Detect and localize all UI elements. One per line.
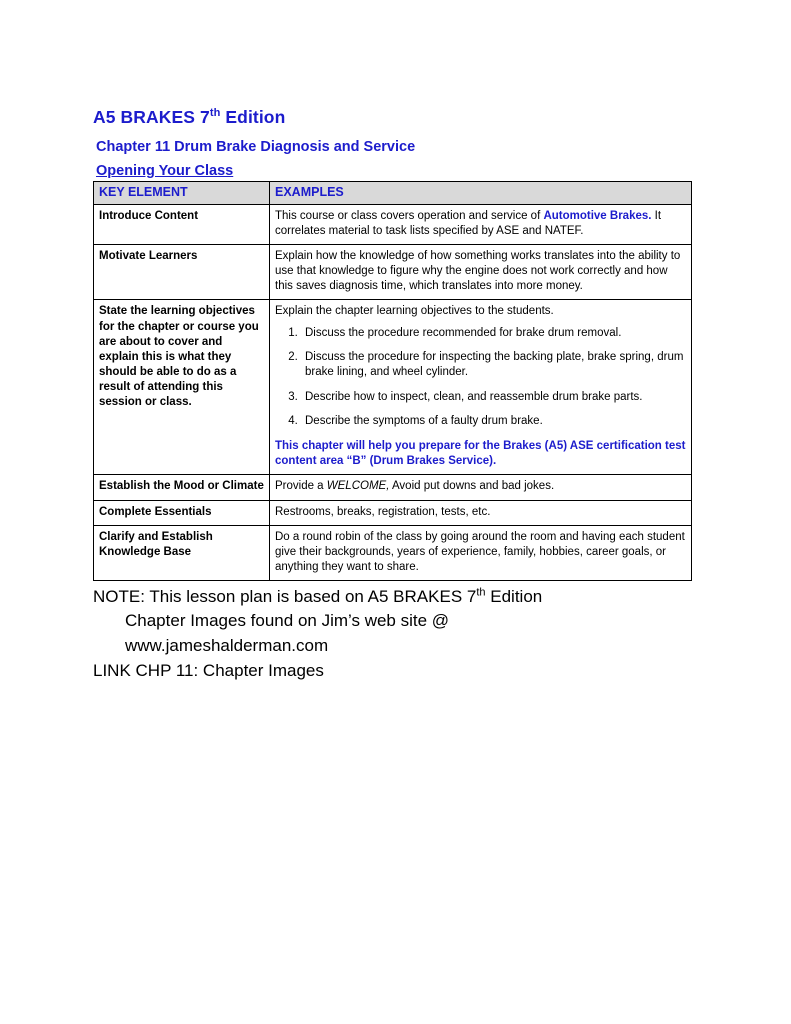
section-title: Opening Your Class [96, 162, 234, 179]
list-item: 2. Discuss the procedure for inspecting the backing plate, brake spring, drum brake lining, and wheel cylinder. [301, 350, 686, 381]
example-text-post: Avoid put downs and bad jokes. [389, 480, 555, 493]
table-row [94, 244, 692, 300]
column-header-key-element: KEY ELEMENT [94, 182, 270, 205]
page-title-superscript: th [209, 107, 221, 120]
key-element-cell: Motivate Learners [94, 244, 270, 300]
footer-note-line-2: Chapter Images found on Jim’s web site @ [125, 611, 450, 631]
list-item: 4. Describe the symptoms of a faulty drum brake. [301, 414, 686, 429]
key-element-cell: Complete Essentials [94, 500, 270, 525]
key-element-cell: Introduce Content [94, 204, 270, 244]
table-row [94, 500, 692, 525]
table-row [94, 300, 692, 475]
page-title-tail: Edition [220, 107, 286, 127]
footer-note [93, 585, 693, 683]
table-header-row [94, 182, 692, 205]
lesson-plan-table [93, 181, 692, 581]
table-row [94, 475, 692, 500]
footer-note-text: NOTE: This lesson plan is based on A5 BRAKES 7 [93, 587, 477, 607]
example-cell [270, 204, 692, 244]
objectives-list [275, 326, 686, 430]
link-label-prefix: LINK CHP 11: [93, 660, 203, 680]
example-cell: Restrooms, breaks, registration, tests, etc. [270, 500, 692, 525]
table-row [94, 525, 692, 581]
website-link[interactable]: www.jameshalderman.com [125, 635, 329, 655]
list-item: 3. Describe how to inspect, clean, and reassemble drum brake parts. [301, 390, 686, 405]
list-item: 1. Discuss the procedure recommended for brake drum removal. [301, 326, 686, 341]
example-cell [270, 475, 692, 500]
example-text-post: It correlates material to task lists specified by ASE and NATEF. [275, 209, 662, 237]
objectives-intro: Explain the chapter learning objectives to the students. [275, 305, 554, 318]
example-cell [270, 300, 692, 475]
example-cell: Do a round robin of the class by going around the room and having each student give their backgrounds, years of experience, family, hobbies, career goals, or anything they want to share. [270, 525, 692, 581]
example-cell: Explain how the knowledge of how something works translates into the ability to use that knowledge to figure why the engine does not work correctly and how this saves diagnosis time, which translates into more money. [270, 244, 692, 300]
footer-note-line-1 [93, 585, 693, 609]
footer-note-superscript: th [476, 586, 486, 599]
document-content [93, 108, 693, 683]
ase-certification-note: This chapter will help you prepare for the Brakes (A5) ASE certification test content area “B” (Drum Brakes Service). [275, 439, 686, 467]
automotive-brakes-link[interactable]: Automotive Brakes. [543, 209, 652, 222]
footer-note-line-3 [93, 634, 693, 658]
footer-note-text-tail: Edition [485, 587, 543, 607]
key-element-cell: Clarify and Establish Knowledge Base [94, 525, 270, 581]
key-element-cell: Establish the Mood or Climate [94, 475, 270, 500]
key-element-cell: State the learning objectives for the chapter or course you are about to cover and explain this is what they should be able to do as a result of attending this session or class. [94, 300, 270, 475]
chapter-images-line [93, 659, 693, 683]
chapter-title: Chapter 11 Drum Brake Diagnosis and Service [96, 139, 416, 156]
example-text-pre: Provide a [275, 480, 327, 493]
page-title-text: A5 BRAKES 7 [93, 107, 210, 127]
page-title [93, 108, 693, 127]
example-text-pre: This course or class covers operation and service of [275, 209, 544, 222]
example-text-emphasis: WELCOME, [326, 480, 390, 493]
chapter-images-link[interactable]: Chapter Images [202, 660, 324, 680]
column-header-examples: EXAMPLES [270, 182, 692, 205]
table-row [94, 204, 692, 244]
